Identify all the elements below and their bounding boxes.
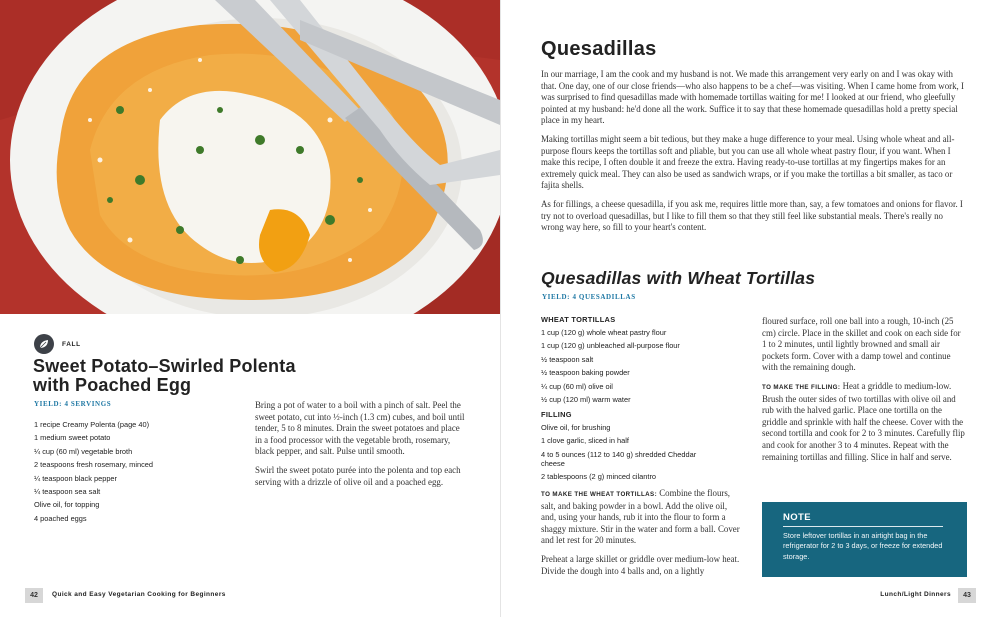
ingredient-item: ¼ teaspoon sea salt (34, 486, 101, 496)
intro-text (541, 69, 966, 241)
intro-paragraph: Making tortillas might seem a bit tedious, but they make a huge difference to your meal. Using whole wheat and all-purpose flours keeps the tortillas soft and pliable, but you can use all whole wheat pastry flour, if you want. When I make this recipe, I often double it and freeze the extra. Having ready-to-use tortillas at my fingertips makes for an extremely quick meal. They can also be used as sandwich wraps, or if you make the tortillas a bit smaller, as taco or fajita shells. (541, 133, 955, 191)
recipe-method (255, 400, 465, 495)
ingredient-item: Olive oil, for topping (34, 500, 100, 510)
ingredient-item: 1 clove garlic, sliced in half (541, 436, 629, 446)
recipe-title: Quesadillas with Wheat Tortillas (541, 268, 816, 288)
page-number: 43 (958, 588, 976, 603)
ingredient-item: ½ cup (120 ml) warm water (541, 394, 631, 404)
leaf-icon-graphic (38, 338, 50, 350)
intro-paragraph: As for fillings, a cheese quesadilla, if you ask me, requires little more than, say, a few tomatoes and onions for flavor. I try not to overload quesadillas, but I like to fill them so that they still feel like substantial meals. There's really no wrong way here, so fill to your heart's content. (541, 198, 963, 233)
method-paragraph: Swirl the sweet potato purée into the polenta and top each serving with a drizzle of olive oil and a poached egg. (255, 464, 461, 487)
ingredient-list (541, 326, 680, 406)
ingredient-item: ½ teaspoon salt (541, 354, 594, 364)
ingredient-item: ¼ cup (60 ml) vegetable broth (34, 446, 133, 456)
recipe-method (762, 316, 966, 470)
method-paragraph: Preheat a large skillet or griddle over medium-low heat. Divide the dough into 4 balls and, on a lightly (541, 553, 740, 576)
ingredient-item: 2 tablespoons (2 g) minced cilantro (541, 471, 657, 481)
ingredient-item: ¼ cup (60 ml) olive oil (541, 381, 613, 391)
ingredient-item: 1 cup (120 g) unbleached all-purpose flour (541, 341, 680, 351)
intro-paragraph: In our marriage, I am the cook and my husband is not. We made this arrangement very early on and I was okay with that. One day, one of our close friends—who also happens to be a chef—was visiting. When I came home from work, I was surprised to find quesadillas made with homemade tortillas waiting for me! I looked at our friend, who gleefully pointed at my husband: he'd done all the work. Suffice it to say that these homemade quesadillas hold a pretty special place in my heart. (541, 69, 964, 126)
ingredient-list (541, 421, 701, 483)
ingredient-group-heading: FILLING (541, 410, 572, 419)
step-label: TO MAKE THE WHEAT TORTILLAS: (541, 491, 658, 498)
recipe-title: Sweet Potato–Swirled Polenta with Poached Egg (33, 356, 296, 395)
season-label: FALL (62, 340, 81, 348)
ingredient-item: Olive oil, for brushing (541, 423, 611, 432)
ingredient-item: 4 poached eggs (34, 513, 87, 523)
ingredient-item: 4 to 5 ounces (112 to 140 g) shredded Cheddar cheese (541, 449, 697, 469)
method-paragraph (762, 381, 966, 463)
ingredient-item: ½ teaspoon baking powder (541, 368, 630, 378)
page-number: 42 (25, 588, 43, 603)
ingredient-item: ¼ teaspoon black pepper (34, 473, 118, 483)
polenta-photo (0, 0, 500, 314)
ingredient-item: 1 recipe Creamy Polenta (page 40) (34, 420, 150, 429)
recipe-yield: YIELD: 4 QUESADILLAS (542, 293, 636, 301)
ingredient-item: 1 cup (120 g) whole wheat pastry flour (541, 328, 667, 337)
step-text: Combine the flours, salt, and baking powder in a bowl. Add the olive oil, and, using your hands, rub it into the flour to form a shaggy mixture. Stir in the water and form a ball. Cover and let rest for 20 minutes. (541, 488, 740, 546)
section-title-footer: Lunch/Light Dinners (880, 591, 951, 598)
step-text: Heat a griddle to medium-low. Brush the outer sides of two tortillas with olive oil and rub with the halved garlic. Place one tortilla on the griddle and sprinkle with half the cheese. Cover with the second tortilla and cook for 2 to 3 minutes. Carefully flip and cook for another 3 to 4 minutes. Repeat with the remaining tortillas and filling. Slice in half and serve. (762, 380, 965, 462)
recipe-yield: YIELD: 4 SERVINGS (34, 400, 112, 408)
step-label: TO MAKE THE FILLING: (762, 383, 841, 391)
note-box (762, 502, 967, 577)
ingredient-group-heading: WHEAT TORTILLAS (541, 315, 616, 324)
ingredient-item: 2 teaspoons fresh rosemary, minced (34, 460, 153, 470)
ingredient-item: 1 medium sweet potato (34, 433, 111, 443)
method-paragraph: Bring a pot of water to a boil with a pinch of salt. Peel the sweet potato, cut into ½-inch (1.3 cm) cubes, and boil until tender, 5 to 8 minutes. Drain the sweet potatoes and place in a food processor with the vegetable broth, rosemary, black pepper, and salt. Pulse until smooth. (255, 400, 465, 457)
season-tag (34, 334, 81, 354)
ingredient-list (34, 418, 153, 525)
note-title: NOTE (783, 512, 811, 523)
note-divider (783, 526, 943, 527)
polenta-photo-illustration (0, 0, 500, 314)
leaf-icon (34, 334, 54, 354)
note-text: Store leftover tortillas in an airtight bag in the refrigerator for 2 to 3 days, or freeze for extended storage. (783, 531, 943, 561)
method-paragraph (541, 488, 741, 547)
recipe-method (541, 488, 741, 584)
article-title: Quesadillas (541, 38, 657, 60)
book-title-footer: Quick and Easy Vegetarian Cooking for Beginners (52, 591, 226, 598)
method-paragraph: floured surface, roll one ball into a rough, 10-inch (25 cm) circle. Place in the skillet and cook on each side for 1 to 2 minutes, until lightly browned and small air pockets form. Cover with a damp towel and continue with the remaining dough. (762, 316, 961, 373)
